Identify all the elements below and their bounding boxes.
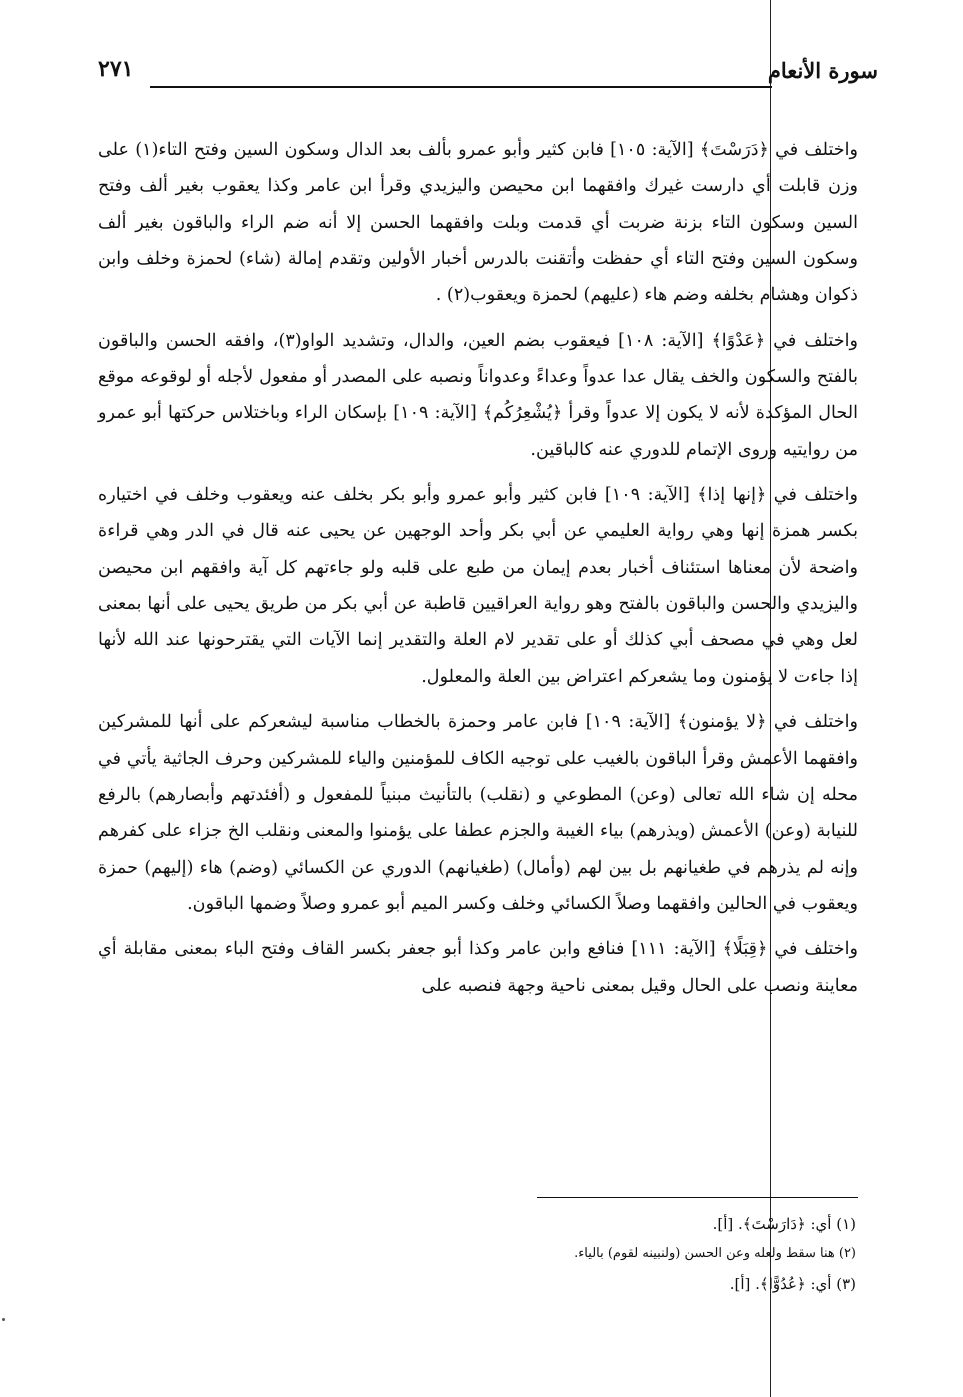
text-line: واختلف في ﴿إنها إذا﴾ [الآية: ١٠٩] فابن كثير وأبو عمرو وأبو بكر بخلف عنه	[300, 485, 858, 506]
footnotes	[300, 1209, 856, 1299]
footnote: (٣) أي: ﴿عُدُوًّا﴾. [أ].	[729, 1275, 856, 1293]
header-rule	[150, 86, 772, 88]
paragraph	[98, 323, 858, 468]
paragraph	[98, 477, 858, 695]
text-line: يقترحونها عند الله لأنها إذا جاءت لا يؤمنون وما يشعركم اعتراض بين العلة والمعلول.	[98, 630, 858, 687]
text-line: الأعمش (ويذرهم) بياء الغيبة والجزم عطفا على يؤمنوا والمعنى ونقلب الخ جزاء على	[151, 821, 760, 842]
text-line: واختلف في ﴿لا يؤمنون﴾ [الآية: ١٠٩] فابن عامر وحمزة بالخطاب مناسبة	[320, 712, 858, 733]
page-header	[98, 56, 878, 96]
text-line: قدمت وبلت وافقهما الحسن إلا أنه ضم الراء والباقون بغير ألف وسكون السين وفتح	[98, 212, 858, 270]
text-line: ونصبه على المصدر أو مفعول لأجله أو لوقوعه موقع الحال المؤكدة لأنه لا يكون إلا	[98, 367, 858, 424]
text-line: عدواً وقرأ ﴿يُشْعِرُكُم﴾ [الآية: ١٠٩] بإسكان الراء وباختلاس حركتها أبو عمرو من	[98, 403, 858, 460]
page-number: ٢٧١	[98, 56, 134, 82]
scan-speck	[2, 1318, 5, 1321]
text-line: الوجهين عن يحيى عنه قال في الدر وهي قراءة واضحة لأن معناها استئناف أخبار بعدم	[98, 521, 858, 578]
paragraph	[98, 132, 858, 314]
text-line: واختلف في ﴿عَدْوًا﴾ [الآية: ١٠٨] فيعقوب بضم العين، والدال، وتشديد	[342, 330, 858, 351]
paragraph	[98, 704, 858, 922]
footnote: (٢) هنا سقط ولعله وعن الحسن (ولنبينه لقوم) بالياء.	[574, 1246, 856, 1261]
text-line: المطوعي و (نقلب) بالتأنيث مبنياً للمفعول و (أفئدتهم وأبصارهم) بالرفع للنيابة (وعن)	[98, 784, 859, 842]
text-line: وسكون السين وفتح التاء(١) على وزن قابلت أي دارست غيرك وافقهما ابن محيصن	[98, 140, 858, 197]
main-text	[98, 132, 858, 1004]
text-line: ويعقوب وخلف في اختياره بكسر همزة إنها وهي رواية العليمي عن أبي بكر وأحد	[98, 485, 858, 542]
text-line: الميم أبو عمرو وصلاً وضمها الباقون.	[187, 893, 449, 914]
paragraph	[98, 931, 858, 1004]
text-line: للمؤمنين والياء للمشركين وحرف الجاثية يأتي في محله إن شاء الله تعالى (وعن)	[98, 748, 858, 805]
text-line: (وضم) هاء (إليهم) حمزة ويعقوب في الحالين وافقهما وصلاً الكسائي وخلف وكسر	[98, 857, 858, 914]
text-line: الواو(٣)، وافقه الحسن والباقون بالفتح والسكون والخف يقال عدا عدواً وعداءً وعدواناً	[98, 330, 859, 388]
footnote: (١) أي: ﴿دَارَسْتَ﴾. [أ].	[712, 1215, 856, 1233]
text-line: واختلف في ﴿قِبَلًا﴾ [الآية: ١١١] فنافع وابن عامر وكذا أبو جعفر بكسر القاف	[301, 939, 858, 960]
text-line: إيمان من طبع على قلبه ولو جاءتهم كل آية وافقهم ابن محيصن واليزيدي والحسن	[98, 557, 858, 615]
text-line: التاء أي حفظت وأتقنت بالدرس أخبار الأولين وتقدم إمالة (شاء) لحمزة وخلف وابن	[98, 249, 705, 270]
text-line: ليشعركم على أنها للمشركين وافقهما الأعمش وقرأ الباقون بالغيب على توجيه الكاف	[98, 712, 858, 769]
text-line: كفرهم وإنه لم يذرهم في طغيانهم بل بين لهم (وأمال) (طغيانهم) الدوري عن الكسائي	[98, 821, 859, 878]
text-line: واختلف في ﴿دَرَسْتَ﴾ [الآية: ١٠٥] فابن كثير وأبو عمرو بألف بعد الدال	[345, 140, 859, 160]
text-line: ذكوان وهشام بخلفه وضم هاء (عليهم) لحمزة ويعقوب(٢) .	[435, 285, 858, 306]
surah-title: سورة الأنعام	[767, 58, 878, 83]
text-line: لعل وهي في مصحف أبي كذلك أو على تقدير لام العلة والتقدير إنما الآيات التي	[271, 630, 858, 651]
text-line: واليزيدي وقرأ ابن عامر وكذا يعقوب بغير ألف وفتح السين وسكون التاء بزنة ضربت أي	[98, 176, 858, 233]
text-line: روايتيه وروى الإتمام للدوري عنه كالباقين.	[530, 439, 830, 460]
footnote-separator	[537, 1197, 858, 1198]
text-line: والباقون بالفتح وهو رواية العراقيين قاطبة عن أبي بكر من طريق يحيى على أنها بمعنى	[98, 594, 726, 615]
text-line: وفتح الباء بمعنى مقابلة أي معاينة ونصب على الحال وقيل بمعنى ناحية وجهة فنصبه على	[98, 939, 858, 996]
